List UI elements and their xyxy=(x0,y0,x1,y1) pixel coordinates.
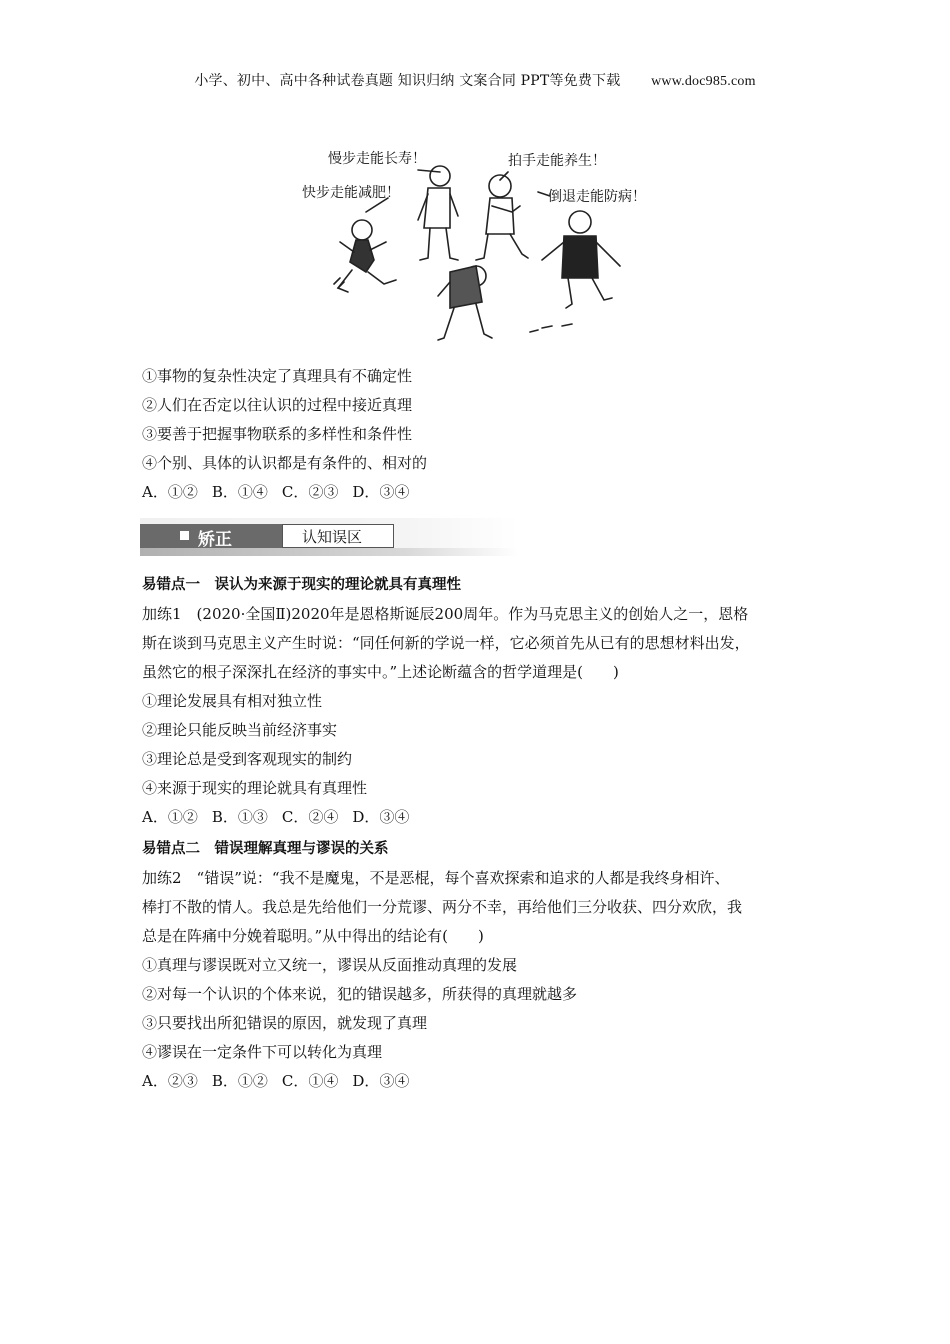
point2-stem-line-1: 加练2 “错误”说：“我不是魔鬼，不是恶棍，每个喜欢探索和追求的人都是我终身相许、 xyxy=(142,869,730,887)
point1-stem-line-2: 斯在谈到马克思主义产生时说：“同任何新的学说一样，它必须首先从已有的思想材料出发， xyxy=(142,634,750,652)
section-banner xyxy=(140,518,518,556)
cartoon-figures xyxy=(300,142,660,357)
prev-item-4: ④个别、具体的认识都是有条件的、相对的 xyxy=(142,454,428,472)
point2-item-4: ④谬误在一定条件下可以转化为真理 xyxy=(142,1043,383,1061)
point1-options xyxy=(142,803,832,832)
square-bullet-icon xyxy=(180,531,189,540)
error-point-1 xyxy=(142,571,832,832)
option-c: C．②④ xyxy=(281,808,339,826)
point2-item-2: ②对每一个认识的个体来说，犯的错误越多，所获得的真理就越多 xyxy=(142,985,578,1003)
option-a: A．②③ xyxy=(142,1072,198,1090)
bubble-fast-walk: 快步走能减肥！ xyxy=(302,185,400,201)
banner-title: 矫正 xyxy=(198,530,232,550)
option-a: A．①② xyxy=(142,483,198,501)
point1-item-3: ③理论总是受到客观现实的制约 xyxy=(142,750,353,768)
header-site: www.doc985.com xyxy=(651,74,756,89)
option-a: A．①② xyxy=(142,808,198,826)
prev-options xyxy=(142,478,832,507)
option-d: D．③④ xyxy=(352,808,410,826)
option-b: B．①④ xyxy=(211,483,268,501)
option-c: C．②③ xyxy=(281,483,339,501)
bubble-slow-walk: 慢步走能长寿！ xyxy=(328,151,426,167)
point2-heading: 易错点二 错误理解真理与谬误的关系 xyxy=(142,841,389,857)
point1-item-2: ②理论只能反映当前经济事实 xyxy=(142,721,338,739)
error-point-2 xyxy=(142,835,832,1096)
point1-item-1: ①理论发展具有相对独立性 xyxy=(142,692,323,710)
point2-stem-line-3: 总是在阵痛中分娩着聪明。”从中得出的结论有( ) xyxy=(142,927,484,945)
point2-item-1: ①真理与谬误既对立又统一，谬误从反面推动真理的发展 xyxy=(142,956,518,974)
point1-item-4: ④来源于现实的理论就具有真理性 xyxy=(142,779,368,797)
header-text: 小学、初中、高中各种试卷真题 知识归纳 文案合同 PPT等免费下载 xyxy=(194,73,621,89)
point2-stem-line-2: 棒打不散的情人。我总是先给他们一分荒谬、两分不幸，再给他们三分收获、四分欢欣，我 xyxy=(142,898,743,916)
point2-options xyxy=(142,1067,832,1096)
banner-subtitle: 认知误区 xyxy=(302,528,363,546)
option-b: B．①② xyxy=(211,1072,268,1090)
point1-stem-line-1: 加练1 (2020·全国Ⅱ)2020年是恩格斯诞辰200周年。作为马克思主义的创始人之一，恩格 xyxy=(142,605,749,623)
point1-stem-line-3: 虽然它的根子深深扎在经济的事实中。”上述论断蕴含的哲学道理是( ) xyxy=(142,663,619,681)
bubble-clap-walk: 拍手走能养生！ xyxy=(508,153,606,169)
bubble-backward-walk: 倒退走能防病！ xyxy=(548,189,646,205)
prev-item-1: ①事物的复杂性决定了真理具有不确定性 xyxy=(142,367,413,385)
cartoon-illustration xyxy=(300,142,660,357)
point2-item-3: ③只要找出所犯错误的原因，就发现了真理 xyxy=(142,1014,428,1032)
option-c: C．①④ xyxy=(281,1072,339,1090)
point1-heading: 易错点一 误认为来源于现实的理论就具有真理性 xyxy=(142,577,461,593)
prev-item-3: ③要善于把握事物联系的多样性和条件性 xyxy=(142,425,413,443)
prev-item-2: ②人们在否定以往认识的过程中接近真理 xyxy=(142,396,413,414)
option-d: D．③④ xyxy=(352,483,410,501)
option-d: D．③④ xyxy=(352,1072,410,1090)
option-b: B．①③ xyxy=(211,808,268,826)
previous-question xyxy=(142,362,832,507)
page-header xyxy=(0,70,950,90)
